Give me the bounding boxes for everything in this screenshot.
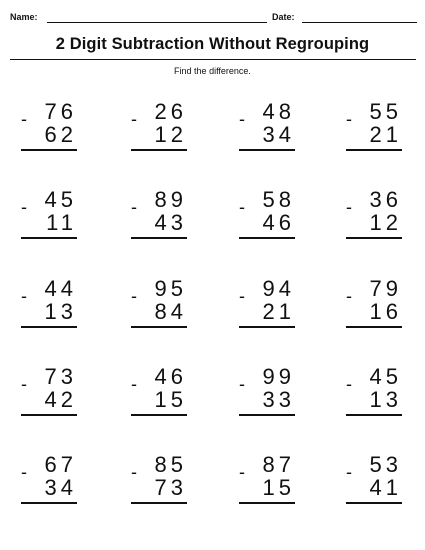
minuend: 67	[44, 452, 77, 477]
answer-line[interactable]	[131, 502, 187, 504]
page-title: 2 Digit Subtraction Without Regrouping	[55, 35, 370, 53]
problem	[131, 101, 187, 161]
minus-sign: -	[346, 197, 352, 217]
minus-sign: -	[21, 462, 27, 482]
minus-sign: -	[21, 286, 27, 306]
subtrahend: 34	[262, 122, 295, 147]
problem	[239, 101, 295, 161]
minuend: 55	[369, 99, 402, 124]
minuend: 94	[262, 276, 295, 301]
minuend: 89	[154, 187, 187, 212]
minuend: 76	[44, 99, 77, 124]
subtrahend: 15	[262, 475, 295, 500]
problem	[239, 454, 295, 514]
problem	[131, 278, 187, 338]
minuend: 87	[262, 452, 295, 477]
problem	[21, 189, 77, 249]
minus-sign: -	[346, 109, 352, 129]
subtrahend: 46	[262, 210, 295, 235]
minuend: 58	[262, 187, 295, 212]
minuend: 36	[369, 187, 402, 212]
subtrahend: 84	[154, 299, 187, 324]
subtrahend: 15	[154, 387, 187, 412]
name-label: Name:	[10, 12, 38, 22]
date-label: Date:	[272, 12, 295, 22]
subtrahend: 62	[44, 122, 77, 147]
minuend: 26	[154, 99, 187, 124]
minuend: 48	[262, 99, 295, 124]
problem	[21, 101, 77, 161]
problem	[21, 454, 77, 514]
minus-sign: -	[346, 286, 352, 306]
minuend: 95	[154, 276, 187, 301]
problem	[346, 454, 402, 514]
answer-line[interactable]	[239, 149, 295, 151]
minuend: 85	[154, 452, 187, 477]
answer-line[interactable]	[131, 237, 187, 239]
minuend: 45	[369, 364, 402, 389]
minus-sign: -	[346, 462, 352, 482]
answer-line[interactable]	[131, 149, 187, 151]
minus-sign: -	[131, 286, 137, 306]
subtrahend: 34	[44, 475, 77, 500]
answer-line[interactable]	[21, 414, 77, 416]
problem	[346, 189, 402, 249]
problem	[346, 101, 402, 161]
problem	[21, 366, 77, 426]
minus-sign: -	[346, 374, 352, 394]
subtrahend: 73	[154, 475, 187, 500]
answer-line[interactable]	[21, 237, 77, 239]
problem	[239, 189, 295, 249]
minus-sign: -	[239, 109, 245, 129]
date-field-line[interactable]	[302, 22, 417, 23]
minus-sign: -	[21, 109, 27, 129]
problem	[239, 366, 295, 426]
subtrahend: 42	[44, 387, 77, 412]
minus-sign: -	[239, 197, 245, 217]
problem	[131, 454, 187, 514]
answer-line[interactable]	[239, 502, 295, 504]
minus-sign: -	[131, 374, 137, 394]
subtrahend: 13	[44, 299, 77, 324]
answer-line[interactable]	[239, 414, 295, 416]
answer-line[interactable]	[131, 326, 187, 328]
minus-sign: -	[239, 462, 245, 482]
answer-line[interactable]	[21, 502, 77, 504]
subtrahend: 21	[262, 299, 295, 324]
answer-line[interactable]	[346, 326, 402, 328]
answer-line[interactable]	[346, 414, 402, 416]
minus-sign: -	[131, 197, 137, 217]
name-field-line[interactable]	[47, 22, 267, 23]
minuend: 73	[44, 364, 77, 389]
subtrahend: 12	[369, 210, 402, 235]
problem	[239, 278, 295, 338]
subtrahend: 43	[154, 210, 187, 235]
minus-sign: -	[131, 462, 137, 482]
answer-line[interactable]	[346, 502, 402, 504]
answer-line[interactable]	[21, 149, 77, 151]
answer-line[interactable]	[239, 237, 295, 239]
minus-sign: -	[239, 374, 245, 394]
subtrahend: 41	[369, 475, 402, 500]
subtrahend: 12	[154, 122, 187, 147]
minus-sign: -	[131, 109, 137, 129]
minuend: 44	[44, 276, 77, 301]
minuend: 99	[262, 364, 295, 389]
problem	[346, 366, 402, 426]
instructions: Find the difference.	[174, 66, 251, 76]
minus-sign: -	[239, 286, 245, 306]
minuend: 79	[369, 276, 402, 301]
subtrahend: 16	[369, 299, 402, 324]
subtrahend: 11	[46, 210, 77, 235]
answer-line[interactable]	[239, 326, 295, 328]
title-divider	[10, 59, 416, 60]
problem	[131, 366, 187, 426]
minus-sign: -	[21, 374, 27, 394]
problem	[346, 278, 402, 338]
minuend: 45	[44, 187, 77, 212]
subtrahend: 33	[262, 387, 295, 412]
answer-line[interactable]	[131, 414, 187, 416]
minus-sign: -	[21, 197, 27, 217]
problem	[21, 278, 77, 338]
problem	[131, 189, 187, 249]
subtrahend: 21	[369, 122, 402, 147]
answer-line[interactable]	[346, 237, 402, 239]
minuend: 53	[369, 452, 402, 477]
subtrahend: 13	[369, 387, 402, 412]
minuend: 46	[154, 364, 187, 389]
answer-line[interactable]	[21, 326, 77, 328]
answer-line[interactable]	[346, 149, 402, 151]
worksheet-header	[10, 11, 417, 29]
